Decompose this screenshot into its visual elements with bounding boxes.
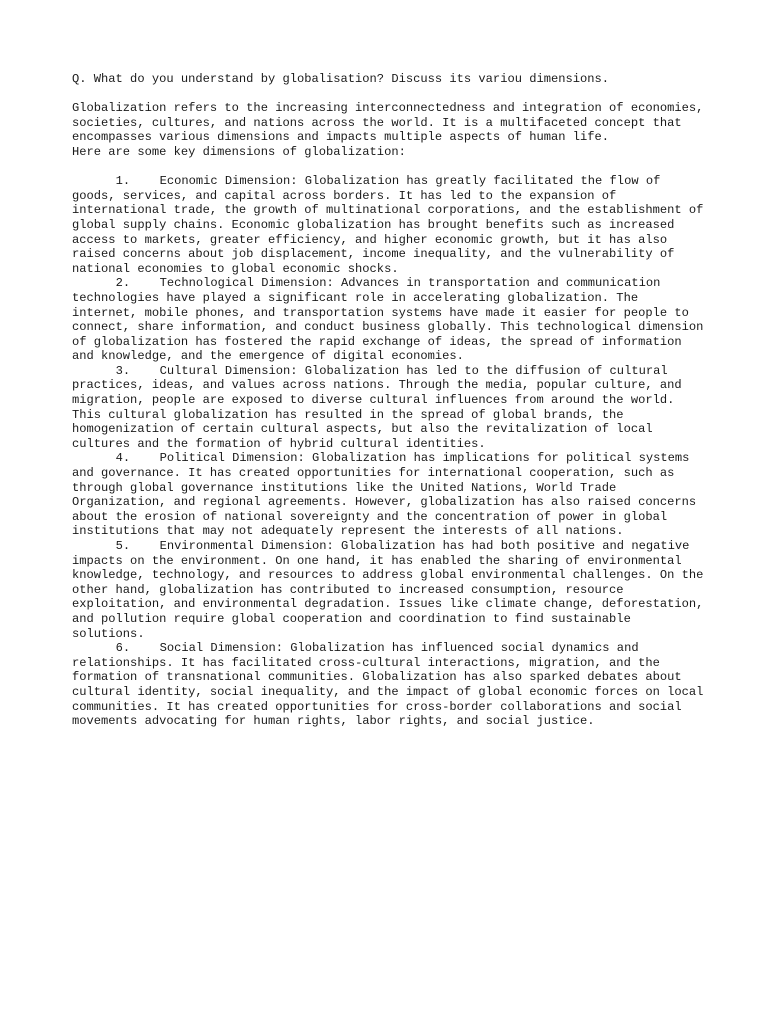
list-item-text: Environmental Dimension: Globalization has had both positive and negative impacts on the environment. On one hand, it has enabled the sharing of environmental knowledge, technology, and resources to address global environmental challenges. On the other hand, globalization has contributed to increased consumption, resource exploitation, and environmental degradation. Issues like climate change, deforestation, and pollution require global cooperation and coordination to find sustainable solutions. (72, 539, 704, 641)
list-item-social (72, 641, 704, 729)
dimensions-list (72, 174, 704, 729)
list-item-text: Technological Dimension: Advances in transportation and communication technologies have played a significant role in accelerating globalization. The internet, mobile phones, and transportation systems have made it easier for people to connect, share information, and conduct business globally. This technological dimension of globalization has fostered the rapid exchange of ideas, the spread of information and knowledge, and the emergence of digital economies. (72, 276, 704, 364)
list-item-text: Cultural Dimension: Globalization has led to the diffusion of cultural practices, ideas, and values across nations. Through the media, popular culture, and migration, people are exposed to diverse cultural influences from around the world. This cultural globalization has resulted in the spread of global brands, the homogenization of certain cultural aspects, but also the revitalization of local cultures and the formation of hybrid cultural identities. (72, 363, 682, 451)
list-item-number: 1. (115, 174, 131, 189)
list-item-cultural (72, 364, 704, 452)
list-item-technological (72, 276, 704, 364)
list-item-economic (72, 174, 704, 276)
document-page (72, 72, 711, 729)
list-item-number: 4. (115, 451, 131, 466)
list-item-number: 2. (115, 276, 131, 291)
list-item-number: 5. (115, 539, 131, 553)
intro-paragraph: Globalization refers to the increasing interconnectedness and integration of economies, societies, cultures, and nations across the world. It is a multifaceted concept that encompasses various dimensions and impacts multiple aspects of human life. (72, 101, 711, 145)
lead-sentence: Here are some key dimensions of globalization: (72, 144, 406, 159)
list-item-political (72, 451, 704, 539)
list-item-text: Economic Dimension: Globalization has greatly facilitated the flow of goods, services, and capital across borders. It has led to the expansion of international trade, the growth of multinational corporations, and the establishment of global supply chains. Economic globalization has brought benefits such as increased access to markets, greater efficiency, and higher economic growth, but it has also raised concerns about job displacement, income inequality, and the vulnerability of national economies to global economic shocks. (72, 174, 704, 276)
list-item-environmental (72, 539, 704, 641)
question-heading: Q. What do you understand by globalisation? Discuss its variou dimensions. (72, 72, 610, 86)
list-item-number: 3. (115, 363, 131, 378)
list-item-number: 6. (115, 641, 131, 656)
list-item-text: Political Dimension: Globalization has implications for political systems and governance. It has created opportunities for international cooperation, such as through global governance institutions like the United Nations, World Trade Organization, and regional agreements. However, globalization has also raised concerns about the erosion of national sovereignty and the concentration of power in global institutions that may not adequately represent the interests of all nations. (72, 451, 697, 539)
list-item-text: Social Dimension: Globalization has influenced social dynamics and relationships. It has facilitated cross-cultural interactions, migration, and the formation of transnational communities. Globalization has also sparked debates about cultural identity, social inequality, and the impact of global economic forces on local communities. It has created opportunities for cross-border collaborations and social movements advocating for human rights, labor rights, and social justice. (72, 641, 704, 729)
